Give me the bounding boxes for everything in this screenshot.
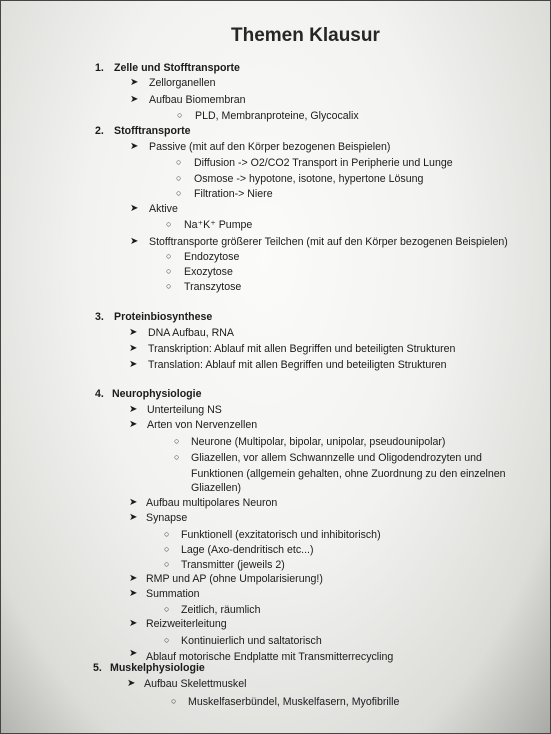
list-item: Unterteilung NS <box>147 404 222 416</box>
arrowhead-bullet-icon: ➤ <box>129 588 138 599</box>
arrowhead-bullet-icon: ➤ <box>129 327 138 338</box>
arrowhead-bullet-icon: ➤ <box>129 573 138 584</box>
circle-bullet-icon: ○ <box>176 188 182 198</box>
arrowhead-bullet-icon: ➤ <box>129 648 138 659</box>
circle-bullet-icon: ○ <box>164 559 170 569</box>
list-item: Exozytose <box>184 266 233 278</box>
list-item: Osmose -> hypotone, isotone, hypertone Lösung <box>194 173 424 185</box>
circle-bullet-icon: ○ <box>166 266 172 276</box>
arrowhead-bullet-icon: ➤ <box>129 343 138 354</box>
list-item: Summation <box>146 588 200 600</box>
arrowhead-bullet-icon: ➤ <box>130 236 139 247</box>
list-item: Aufbau Biomembran <box>149 94 246 106</box>
list-item: Lage (Axo-dendritisch etc...) <box>181 544 314 556</box>
list-item: Aufbau multipolares Neuron <box>146 497 278 509</box>
arrowhead-bullet-icon: ➤ <box>129 419 138 430</box>
list-item-continuation: Gliazellen) <box>191 482 242 494</box>
circle-bullet-icon: ○ <box>174 436 180 446</box>
section-heading: Zelle und Stofftransporte <box>114 62 240 74</box>
section-number: 5. <box>93 662 102 674</box>
circle-bullet-icon: ○ <box>171 696 177 706</box>
arrowhead-bullet-icon: ➤ <box>130 141 139 152</box>
circle-bullet-icon: ○ <box>177 110 183 120</box>
arrowhead-bullet-icon: ➤ <box>129 404 138 415</box>
arrowhead-bullet-icon: ➤ <box>127 678 136 689</box>
list-item: Zeitlich, räumlich <box>181 604 261 616</box>
list-item: Gliazellen, vor allem Schwannzelle und Oligodendrozyten und <box>191 452 482 464</box>
list-item: DNA Aufbau, RNA <box>148 327 234 339</box>
page-title: Themen Klausur <box>231 25 380 46</box>
circle-bullet-icon: ○ <box>164 544 170 554</box>
list-item-continuation: Funktionen (allgemein gehalten, ohne Zuordnung zu den einzelnen <box>191 468 506 480</box>
circle-bullet-icon: ○ <box>176 157 182 167</box>
list-item: Synapse <box>146 512 188 524</box>
arrowhead-bullet-icon: ➤ <box>130 203 139 214</box>
list-item: Na⁺K⁺ Pumpe <box>184 219 253 231</box>
section-heading: Stofftransporte <box>114 125 191 137</box>
section-heading: Proteinbiosynthese <box>114 311 213 323</box>
section-heading: Neurophysiologie <box>112 388 202 400</box>
list-item: RMP und AP (ohne Umpolarisierung!) <box>146 573 323 585</box>
arrowhead-bullet-icon: ➤ <box>129 618 138 629</box>
list-item: Aufbau Skelettmuskel <box>144 678 247 690</box>
circle-bullet-icon: ○ <box>166 251 172 261</box>
list-item: Stofftransporte größerer Teilchen (mit auf den Körper bezogenen Beispielen) <box>149 236 508 248</box>
list-item: Transmitter (jeweils 2) <box>181 559 285 571</box>
circle-bullet-icon: ○ <box>166 281 172 291</box>
list-item: Reizweiterleitung <box>146 618 227 630</box>
list-item: Arten von Nervenzellen <box>147 419 258 431</box>
arrowhead-bullet-icon: ➤ <box>129 497 138 508</box>
circle-bullet-icon: ○ <box>164 604 170 614</box>
list-item: Funktionell (exzitatorisch und inhibitorisch) <box>181 529 381 541</box>
list-item: Endozytose <box>184 251 240 263</box>
circle-bullet-icon: ○ <box>174 452 180 462</box>
list-item: Zellorganellen <box>149 77 216 89</box>
arrowhead-bullet-icon: ➤ <box>130 94 139 105</box>
section-number: 2. <box>95 125 104 137</box>
arrowhead-bullet-icon: ➤ <box>130 77 139 88</box>
section-number: 4. <box>95 388 104 400</box>
list-item: Passive (mit auf den Körper bezogenen Beispielen) <box>149 141 391 153</box>
section-heading: Muskelphysiologie <box>110 662 205 674</box>
circle-bullet-icon: ○ <box>176 173 182 183</box>
circle-bullet-icon: ○ <box>164 529 170 539</box>
circle-bullet-icon: ○ <box>164 635 170 645</box>
list-item: Filtration-> Niere <box>194 188 273 200</box>
list-item: Transzytose <box>184 281 242 293</box>
list-item: Diffusion -> O2/CO2 Transport in Peripherie und Lunge <box>194 157 453 169</box>
list-item: Neurone (Multipolar, bipolar, unipolar, pseudounipolar) <box>191 436 446 448</box>
list-item: Transkription: Ablauf mit allen Begriffen und beteiligten Strukturen <box>148 343 456 355</box>
list-item: Translation: Ablauf mit allen Begriffen und beteiligten Strukturen <box>148 359 447 371</box>
list-item: PLD, Membranproteine, Glycocalix <box>195 110 359 122</box>
list-item: Muskelfaserbündel, Muskelfasern, Myofibrille <box>188 696 400 708</box>
list-item: Kontinuierlich und saltatorisch <box>181 635 322 647</box>
list-item: Aktive <box>149 203 178 215</box>
circle-bullet-icon: ○ <box>166 219 172 229</box>
section-number: 3. <box>95 311 104 323</box>
list-item: Ablauf motorische Endplatte mit Transmitterrecycling <box>146 651 394 663</box>
arrowhead-bullet-icon: ➤ <box>129 359 138 370</box>
arrowhead-bullet-icon: ➤ <box>129 512 138 523</box>
section-number: 1. <box>95 62 104 74</box>
